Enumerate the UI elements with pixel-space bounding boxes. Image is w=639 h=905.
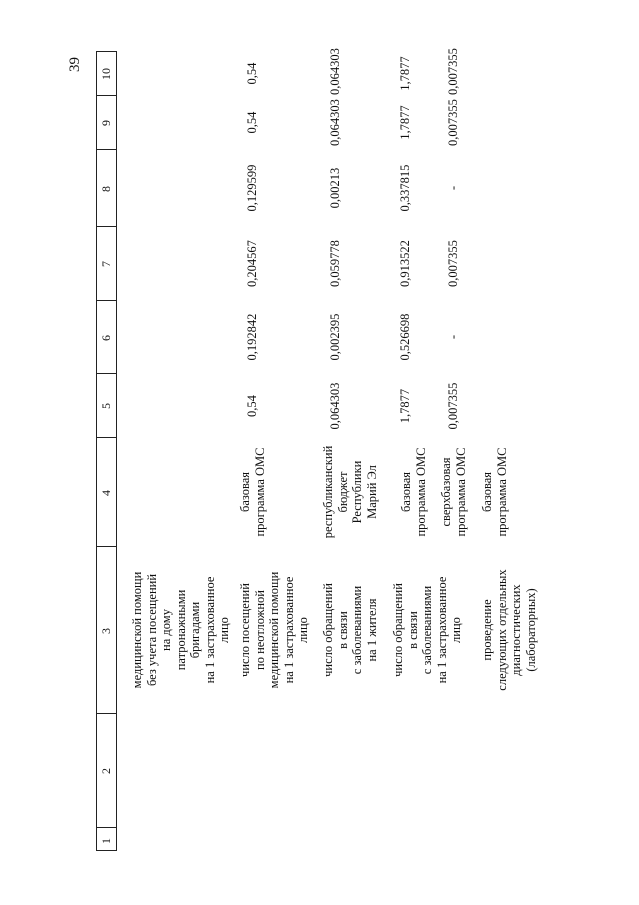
row4-col9: 1,7877: [398, 105, 412, 140]
col-divider: [96, 149, 116, 150]
row5-col8: -: [446, 185, 460, 191]
row3-col6: 0,002395: [328, 313, 342, 361]
row4-col10: 1,7877: [398, 56, 412, 91]
col-divider: [96, 95, 116, 96]
header-col-3: 3: [99, 628, 113, 634]
row5-col6: -: [446, 334, 460, 340]
col-divider: [96, 51, 116, 52]
row2-col3: число посещений по неотложной медицинской помощи на 1 застрахованное лицо: [238, 571, 310, 689]
row2-col9: 0,54: [245, 111, 259, 134]
header-col-9: 9: [99, 120, 113, 126]
data-table: [96, 48, 538, 851]
col-divider: [96, 373, 116, 374]
row5-col7: 0,007355: [446, 240, 460, 287]
row5-col10: 0,007355: [446, 48, 460, 95]
header-col-8: 8: [99, 186, 113, 192]
header-col-1: 1: [99, 838, 113, 844]
row2-col10: 0,54: [245, 62, 259, 85]
col-divider: [96, 437, 116, 438]
row2-col4: базовая программа ОМС: [238, 447, 267, 537]
row2-col6: 0,192842: [245, 313, 259, 361]
row3-col7: 0,059778: [328, 240, 342, 287]
header-col-4: 4: [99, 490, 113, 496]
table-header-top-border: [96, 51, 97, 851]
row4-col8: 0,337815: [398, 164, 412, 212]
row2-col8: 0,129599: [245, 164, 259, 212]
col-divider: [96, 226, 116, 227]
row3-col9: 0,064303: [328, 99, 342, 146]
row4-col4: базовая программа ОМС: [399, 447, 428, 537]
header-col-5: 5: [99, 403, 113, 409]
col-divider: [96, 713, 116, 714]
row4-col5: 1,7877: [398, 388, 412, 424]
table-header-bottom-border: [116, 51, 117, 851]
row3-col3: число обращений в связи с заболеваниями на 1 жителя: [321, 583, 379, 677]
header-col-2: 2: [99, 768, 113, 774]
row5-col4: сверхбазовая программа ОМС: [439, 447, 468, 537]
row5-col5: 0,007355: [446, 382, 460, 430]
col-divider: [96, 300, 116, 301]
row4-col6: 0,526698: [398, 313, 412, 361]
row5-col9: 0,007355: [446, 99, 460, 146]
header-col-6: 6: [99, 335, 113, 341]
row2-col7: 0,204567: [245, 240, 259, 287]
row1-col3: медицинской помощи без учета посещений на дому патронажными бригадами на 1 застрахованное лицо: [130, 571, 231, 689]
page-number: 39: [67, 57, 83, 72]
row6-col4: базовая программа ОМС: [480, 447, 509, 537]
header-col-7: 7: [99, 261, 113, 267]
col-divider: [96, 546, 116, 547]
row3-col10: 0,064303: [328, 48, 342, 95]
row4-col3: число обращений в связи с заболеваниями на 1 застрахованное лицо: [391, 576, 463, 684]
header-col-10: 10: [99, 68, 113, 80]
row3-col4: республиканский бюджет Республики Марий Эл: [321, 445, 379, 539]
row2-col5: 0,54: [245, 395, 259, 417]
row3-col8: 0,00213: [328, 167, 342, 209]
row4-col7: 0,913522: [398, 240, 412, 287]
row6-col3: проведение следующих отдельных диагностических (лабораторных): [480, 569, 538, 691]
row3-col5: 0,064303: [328, 382, 342, 430]
